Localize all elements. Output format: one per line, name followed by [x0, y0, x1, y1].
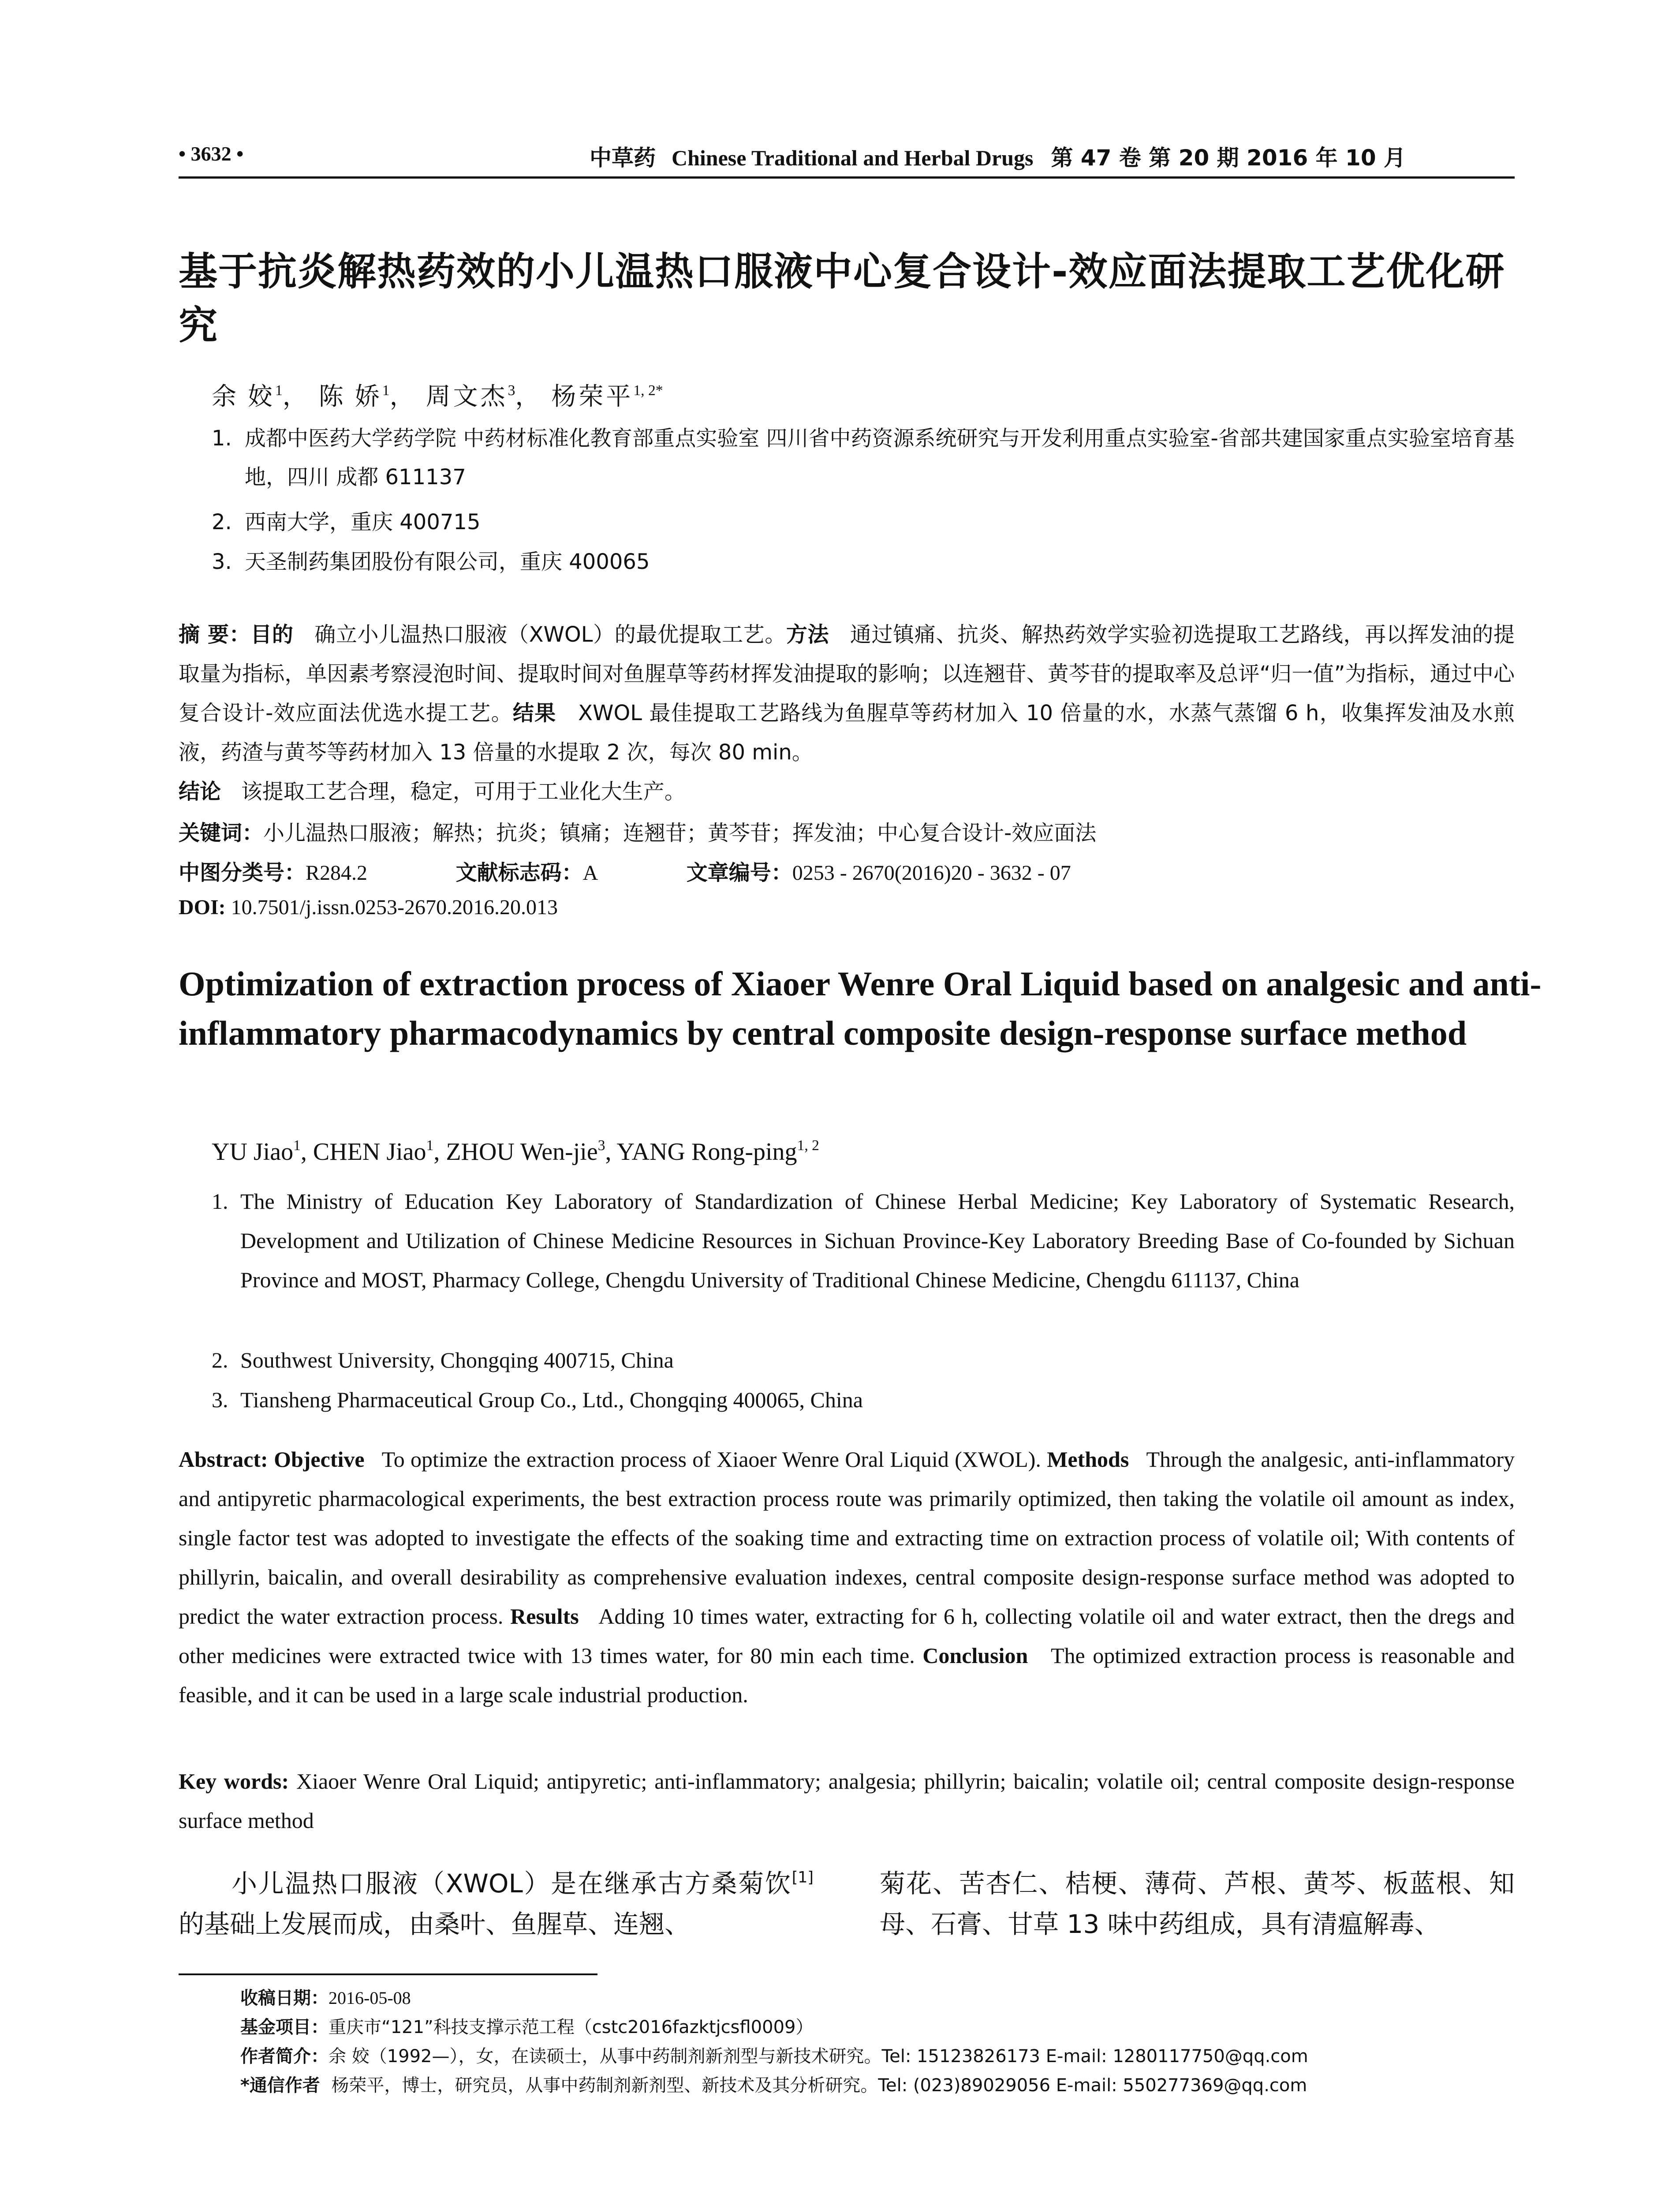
affiliation-cn: [212, 503, 1515, 542]
journal-issue: 第 47 卷 第 20 期 2016 年 10 月: [1051, 145, 1406, 171]
affiliation-number: 2.: [212, 1348, 228, 1372]
author-name: CHEN Jiao: [313, 1138, 426, 1166]
author-affiliation-mark: 3: [508, 382, 515, 399]
document-code-label: 文献标志码：: [455, 860, 583, 885]
affiliation-cn: [212, 542, 1515, 581]
affiliation-cn: [212, 419, 1515, 497]
affiliation-text: 天圣制药集团股份有限公司，重庆 400065: [245, 549, 650, 574]
methods-text: 通过镇痛、抗炎、解热药效学实验初选提取工艺路线，再以挥发油的提取量为指标，单因素考察浸泡时间、提取时间对鱼腥草等药材挥发油提取的影响；以连翘苷、黄芩苷的提取率及总评“归一值”为指标，通过中心复合设计-效应面法优选水提工艺。: [179, 622, 1515, 725]
affiliation-text: 成都中医药大学药学院 中药材标准化教育部重点实验室 四川省中药资源系统研究与开发利用重点实验室-省部共建国家重点实验室培育基地，四川 成都 611137: [245, 426, 1515, 490]
doi-value: 10.7501/j.issn.0253-2670.2016.20.013: [231, 896, 558, 919]
methods-label: 方法: [786, 622, 829, 647]
author-affiliation-mark: 1, 2: [797, 1137, 819, 1154]
conclusion-label: 结论: [179, 779, 221, 804]
methods-label: Methods: [1047, 1447, 1129, 1472]
footnote-corresponding-author: *通信作者 杨荣平，博士，研究员，从事中药制剂新剂型、新技术及其分析研究。Tel: (023)89029056 E-mail: 550277369@qq.com: [240, 2075, 1307, 2096]
author-name: 杨荣平: [551, 383, 634, 411]
keywords-label: Key words:: [179, 1769, 289, 1794]
keywords-cn: [179, 816, 1096, 846]
affiliation-number: 1.: [212, 426, 232, 451]
author-affiliation-mark: 1: [293, 1137, 301, 1154]
affiliation-en: [212, 1182, 1515, 1300]
abstract-en: [179, 1440, 1515, 1715]
author-affiliation-mark: 1: [426, 1137, 434, 1154]
keywords-text: Xiaoer Wenre Oral Liquid; antipyretic; anti-inflammatory; analgesia; phillyrin; baicalin; volatile oil; central composite design-response surface method: [179, 1769, 1515, 1833]
footnote-funding: 基金项目：重庆市“121”科技支撑示范工程（cstc2016fazktjcsfl0009）: [240, 2017, 814, 2037]
author-name: ZHOU Wen-jie: [446, 1138, 598, 1166]
author-name: 陈 娇: [318, 383, 382, 411]
affiliation-number: 3.: [212, 1387, 228, 1412]
article-number-value: 0253 - 2670(2016)20 - 3632 - 07: [792, 861, 1071, 885]
article-title-cn: 基于抗炎解热药效的小儿温热口服液中心复合设计-效应面法提取工艺优化研究: [179, 249, 1505, 348]
objective-text: To optimize the extraction process of Xiaoer Wenre Oral Liquid (XWOL).: [381, 1447, 1041, 1472]
affiliation-en: [212, 1341, 1515, 1380]
body-text: 小儿温热口服液（XWOL）是在继承古方桑菊饮: [231, 1869, 792, 1899]
doi-label: DOI:: [179, 896, 226, 919]
citation-mark: [1]: [791, 1869, 814, 1887]
doi-line: [179, 895, 558, 919]
running-header: [179, 140, 1515, 176]
author-affiliation-mark: 1: [275, 382, 283, 399]
results-text: XWOL 最佳提取工艺路线为鱼腥草等药材加入 10 倍量的水，水蒸气蒸馏 6 h，收集挥发油及水煎液，药渣与黄芩等药材加入 13 倍量的水提取 2 次，每次 80 min。: [179, 701, 1515, 765]
affiliation-text: Southwest University, Chongqing 400715, China: [240, 1348, 674, 1372]
abstract-cn: [179, 615, 1515, 811]
author-affiliation-mark: 1, 2*: [633, 382, 663, 399]
author-name: 余 姣: [212, 383, 275, 411]
conclusion-text: 该提取工艺合理，稳定，可用于工业化大生产。: [241, 779, 686, 804]
results-text: Adding 10 times water, extracting for 6 h, collecting volatile oil and water extract, then the dregs and other medicines were extracted twice with 13 times water, for 80 min each time.: [179, 1604, 1515, 1668]
affiliation-number: 3.: [212, 549, 232, 574]
results-label: 结果: [512, 701, 556, 725]
objective-label: Objective: [274, 1447, 365, 1472]
affiliation-text: Tiansheng Pharmaceutical Group Co., Ltd., Chongqing 400065, China: [240, 1387, 863, 1412]
article-title-en: Optimization of extraction process of Xiaoer Wenre Oral Liquid based on analgesic and anti-inflammatory pharmacodynamics by central composite design-response surface method: [179, 964, 1542, 1052]
author-affiliation-mark: 1: [382, 382, 390, 399]
affiliation-number: 2.: [212, 510, 232, 534]
body-text: 的基础上发展而成，由桑叶、鱼腥草、连翘、: [179, 1909, 691, 1939]
objective-label: 目的: [250, 622, 294, 647]
page-number: • 3632 •: [179, 142, 244, 165]
conclusion-label: Conclusion: [922, 1643, 1028, 1668]
author-list-en: YU Jiao$^1$, CHEN Jiao$^1$, ZHOU Wen-jie$^3$, YANG Rong-ping$^{1, 2}$: [212, 1137, 819, 1166]
author-name: YU Jiao: [212, 1138, 294, 1166]
abstract-label: 摘 要：: [179, 622, 251, 647]
methods-text: Through the analgesic, anti-inflammatory and antipyretic pharmacological experiments, the best extraction process route was primarily optimized, then taking the volatile oil amount as index, single factor test was adopted to investigate the effects of the soaking time and extracting time on extraction process of volatile oil; With contents of phillyrin, baicalin, and overall desirability as comprehensive evaluation indexes, central composite design-response surface method was adopted to predict the water extraction process.: [179, 1447, 1515, 1629]
footnote-divider: [179, 1973, 597, 1975]
affiliation-number: 1.: [212, 1189, 228, 1214]
article-number-label: 文章编号：: [686, 860, 792, 885]
document-code-value: A: [582, 861, 598, 885]
footnotes: [240, 1984, 1519, 2100]
objective-text: 确立小儿温热口服液（XWOL）的最优提取工艺。: [314, 622, 786, 647]
body-text-right-column: 菊花、苦杏仁、桔梗、薄荷、芦根、黄芩、板蓝根、知母、石膏、甘草 13 味中药组成，具有清瘟解毒、: [880, 1869, 1515, 1939]
header-divider: [179, 176, 1515, 179]
journal-name-cn: 中草药: [590, 145, 656, 171]
author-list-cn: 余 姣$^1$， 陈 娇$^1$， 周文杰$^3$， 杨荣平$^{1, 2*}$: [212, 382, 663, 411]
author-name: YANG Rong-ping: [616, 1138, 797, 1166]
footnote-received-date: 收稿日期：2016-05-08: [240, 1988, 411, 2008]
author-name: 周文杰: [426, 383, 508, 411]
author-affiliation-mark: 3: [597, 1137, 605, 1154]
affiliation-text: 西南大学，重庆 400715: [245, 510, 481, 534]
abstract-label: Abstract:: [179, 1447, 268, 1472]
conclusion-text: The optimized extraction process is reasonable and feasible, and it can be used in a large scale industrial production.: [179, 1643, 1515, 1707]
keywords-en: [179, 1762, 1515, 1840]
journal-name: [590, 140, 1406, 172]
footnote-author-bio: 作者简介：余 姣（1992—），女，在读硕士，从事中药制剂新剂型与新技术研究。Tel: 15123826173 E-mail: 1280117750@qq.com: [240, 2046, 1308, 2067]
journal-name-en: Chinese Traditional and Herbal Drugs: [672, 146, 1034, 170]
results-label: Results: [510, 1604, 579, 1629]
body-text-left-column: [179, 1863, 814, 1944]
affiliation-text: The Ministry of Education Key Laboratory of Standardization of Chinese Herbal Medicine; Key Laboratory of Systematic Research, Development and Utilization of Chinese Medicine Resources in Sichuan Province-Key Laboratory Breeding Base of Co-founded by Sichuan Province and MOST, Pharmacy College, Chengdu University of Traditional Chinese Medicine, Chengdu 611137, China: [240, 1189, 1515, 1292]
classification-line: [179, 856, 1071, 886]
keywords-text: 小儿温热口服液；解热；抗炎；镇痛；连翘苷；黄芩苷；挥发油；中心复合设计-效应面法: [263, 821, 1097, 845]
clc-label: 中图分类号：: [179, 860, 306, 885]
clc-value: R284.2: [306, 861, 368, 885]
keywords-label: 关键词：: [179, 821, 264, 845]
affiliation-en: [212, 1380, 1515, 1420]
